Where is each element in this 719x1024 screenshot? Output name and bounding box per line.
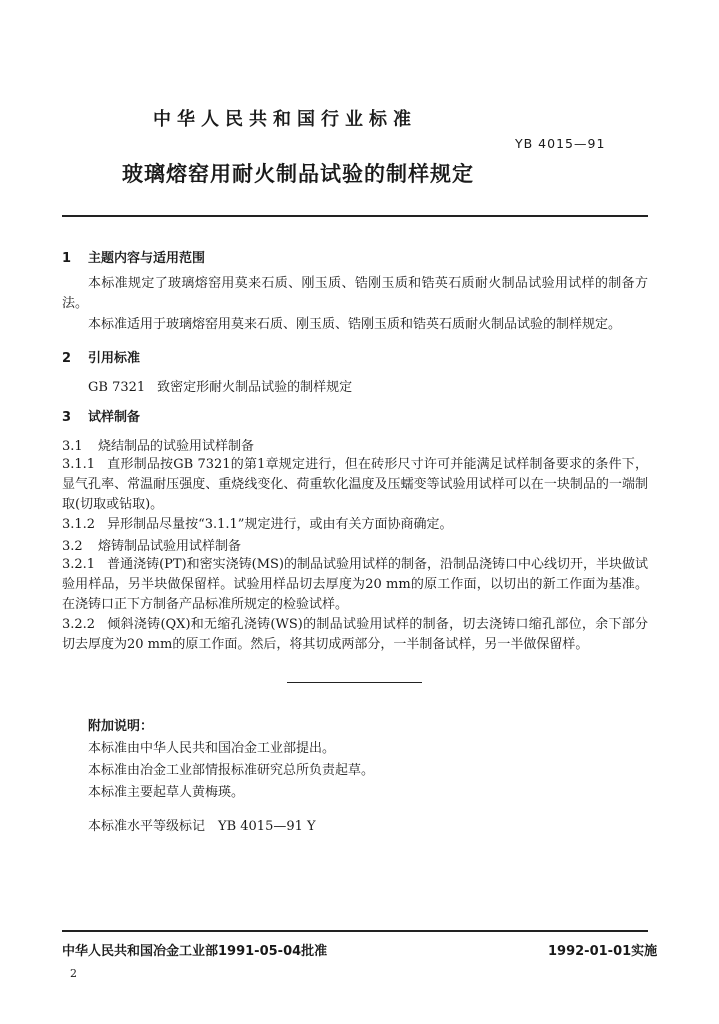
clause-3-1-1 [62,455,648,515]
section-1-paragraph-1: 本标准规定了玻璃熔窑用莫来石质、刚玉质、锆刚玉质和锆英石质耐火制品试验用试样的制备方法。 [62,276,648,311]
subsection-3-1-heading [62,435,254,454]
clause-3-2-1 [62,555,648,615]
section-number: 3 [62,410,72,425]
clause-3-2-2 [62,615,648,655]
reference-title: 致密定形耐火制品试验的制样规定 [157,380,353,395]
subsection-3-2-heading [62,535,241,554]
clause-number: 3.2.2 [62,617,96,632]
approval-date: 中华人民共和国冶金工业部1991-05-04批准 [62,944,328,959]
reference-standard [88,376,364,395]
notes-line-3: 本标准主要起草人黄梅瑛。 [88,785,245,800]
clause-text: 异形制品尽量按“3.1.1”规定进行，或由有关方面协商确定。 [107,517,453,532]
subsection-number: 3.1 [62,439,83,454]
section-title: 试样制备 [88,410,141,425]
clause-text: 倾斜浇铸(QX)和无缩孔浇铸(WS)的制品试验用试样的制备，切去浇铸口缩孔部位，余下部分切去厚度为20 mm的原工作面。然后，将其切成两部分，一半制备试样，另一半做保留样。 [62,617,648,652]
clause-number: 3.2.1 [62,557,96,572]
section-3-heading [62,406,140,425]
header-divider [62,215,648,217]
notes-line-1: 本标准由中华人民共和国冶金工业部提出。 [88,741,336,756]
clause-text: 直形制品按GB 7321的第1章规定进行，但在砖形尺寸许可并能满足试样制备要求的条件下，显气孔率、常温耐压强度、重烧线变化、荷重软化温度及压蠕变等试验用试样可以在一块制品的一端制取(切取或钻取)。 [62,457,648,512]
subsection-title: 烧结制品的试验用试样制备 [98,439,255,454]
clause-number: 3.1.1 [62,457,96,472]
reference-code: GB 7321 [88,380,146,395]
page-number: 2 [70,967,77,980]
clause-text: 普通浇铸(PT)和密实浇铸(MS)的制品试验用试样的制备，沿制品浇铸口中心线切开，半块做试验用样品，另半块做保留样。试验用样品切去厚度为20 mm的原工作面，以切出的新工作面为基准。在浇铸口正下方制备产品标准所规定的检验试样。 [62,557,649,612]
footer-divider [62,930,648,932]
section-1-paragraph-2: 本标准适用于玻璃熔窑用莫来石质、刚玉质、锆刚玉质和锆英石质耐火制品试验的制样规定。 [88,317,622,332]
section-title: 引用标准 [88,351,141,366]
subsection-title: 熔铸制品试验用试样制备 [98,539,242,554]
effective-date: 1992-01-01实施 [548,944,658,959]
notes-heading: 附加说明： [88,719,154,734]
clause-number: 3.1.2 [62,517,96,532]
notes-line-2: 本标准由冶金工业部情报标准研究总所负责起草。 [88,763,375,778]
section-1-heading [62,247,205,266]
section-number: 2 [62,351,72,366]
section-number: 1 [62,251,72,266]
end-of-text-rule [287,682,422,683]
clause-3-1-2 [62,515,648,535]
section-title: 主题内容与适用范围 [88,251,206,266]
subsection-number: 3.2 [62,539,83,554]
section-2-heading [62,347,140,366]
standard-code: YB 4015—91 [515,136,606,151]
document-title: 玻璃熔窑用耐火制品试验的制样规定 [122,162,474,186]
national-standard-title: 中华人民共和国行业标准 [153,109,417,130]
notes-line-4: 本标准水平等级标记 YB 4015—91 Y [88,819,316,834]
